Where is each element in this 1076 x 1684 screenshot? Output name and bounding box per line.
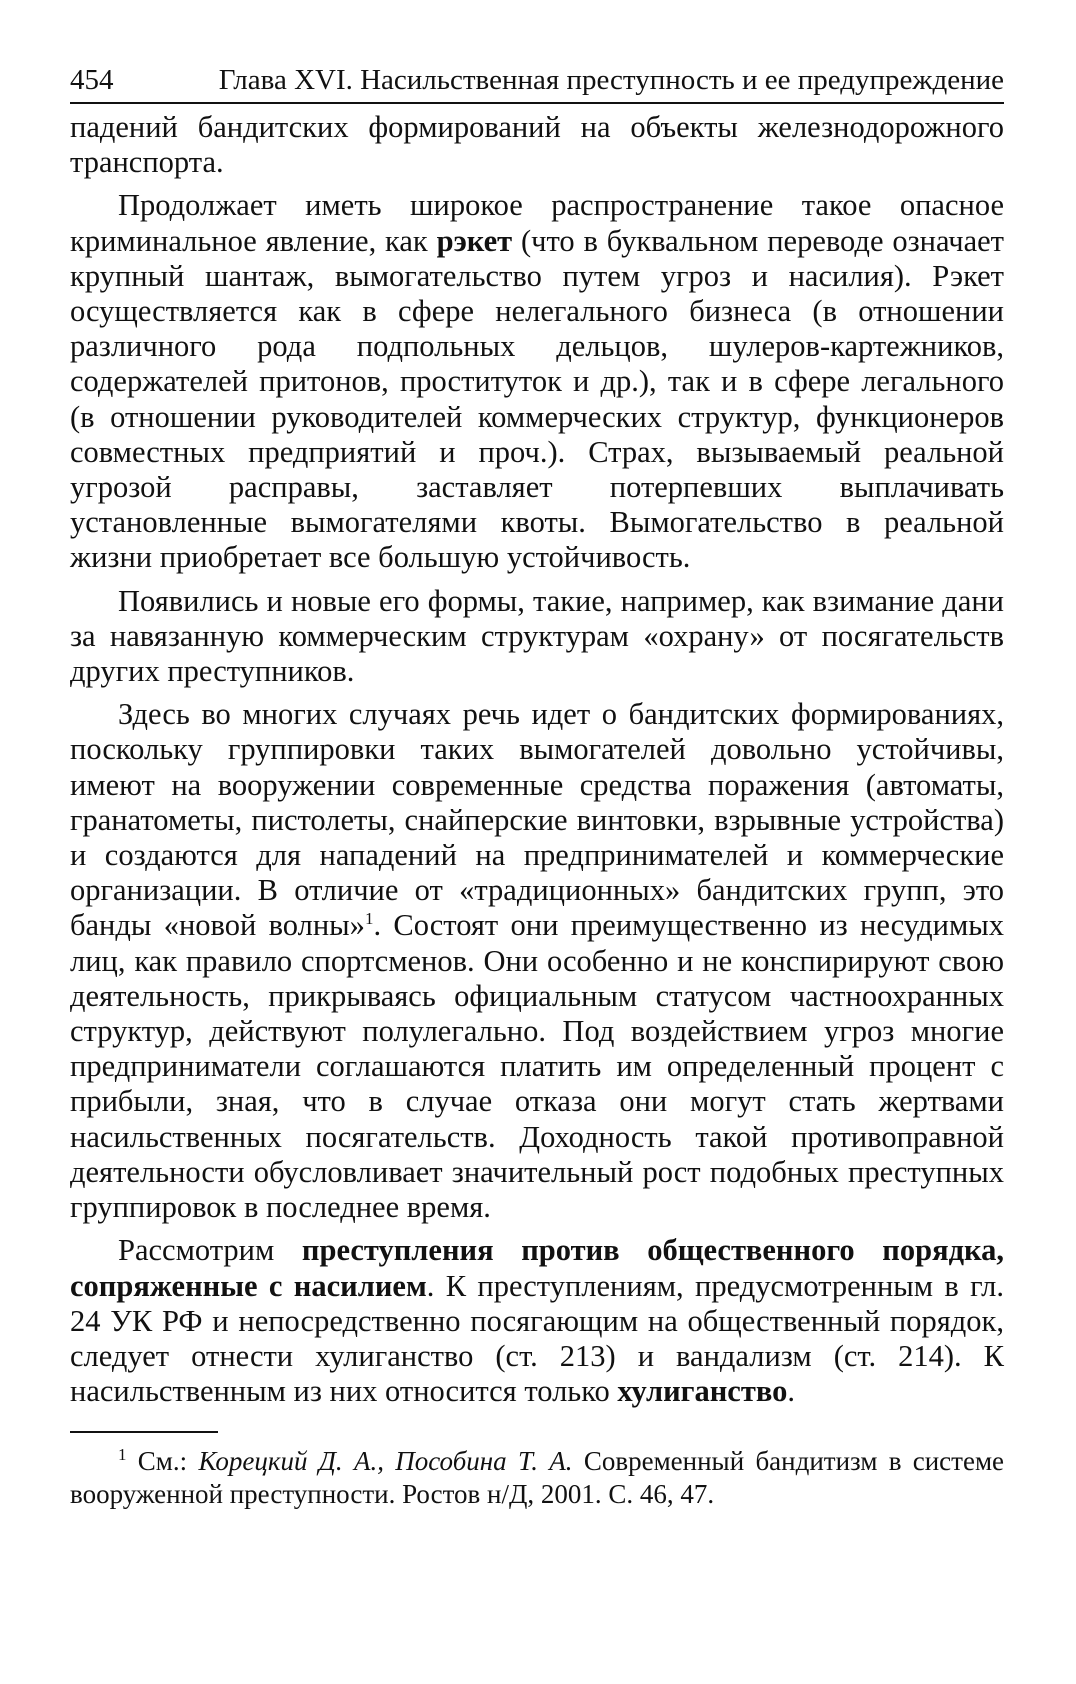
main-text xyxy=(70,110,1004,1409)
paragraph-2-text-b: (что в буквальном переводе означает крупный шантаж, вымогательство путем угроз и насилия). Рэкет осуществляется как в сфере нелегального бизнеса (в отношении различного рода подпольных дельцов, шулеров-картежников, содержателей притонов, проституток и др.), так и в сфере легального (в отношении руководителей коммерческих структур, функционеров совместных предприятий и проч.). Страх, вызываемый реальной угрозой расправы, заставляет потерпевших выплачивать установленные вымогателями квоты. Вымогательство в реальной жизни приобретает все большую устойчивость. xyxy=(70,223,1005,575)
paragraph-3-text: Появились и новые его формы, такие, например, как взимание дани за навязанную коммерческим структурам «охрану» от посягательств других преступников. xyxy=(70,583,1004,689)
footnote-citation: Современный бандитизм в системе вооруженной преступности. Ростов н/Д, 2001. С. 46, 47. xyxy=(70,1446,1005,1510)
paragraph-4 xyxy=(70,697,1004,1225)
footnote-reference: 1 xyxy=(364,909,374,929)
paragraph-2 xyxy=(70,188,1004,575)
paragraph-1-text: падений бандитских формирований на объекты железнодорожного транспорта. xyxy=(70,110,1004,180)
footnote-mark: 1 xyxy=(118,1445,127,1465)
paragraph-2-text-a: Продолжает иметь широкое распространение такое опасное криминальное явление, как xyxy=(70,188,1004,258)
paragraph-1 xyxy=(70,110,1004,180)
paragraph-3 xyxy=(70,584,1004,690)
footnote xyxy=(70,1445,1004,1511)
term-racket: рэкет xyxy=(436,223,513,258)
chapter-title: Глава XVI. Насильственная преступность и ее предупреждение xyxy=(218,64,1004,96)
footnote-lead: См.: xyxy=(126,1446,199,1477)
paragraph-5-text-c: . xyxy=(787,1374,795,1409)
term-public-order-crimes: преступления против общественного порядка, сопряженные с насилием xyxy=(70,1233,1004,1303)
footnote-divider xyxy=(70,1431,218,1433)
paragraph-5-text-a: Рассмотрим xyxy=(118,1233,302,1268)
footnote-authors: Корецкий Д. А., Пособина Т. А. xyxy=(198,1446,573,1477)
paragraph-5 xyxy=(70,1233,1004,1409)
running-header xyxy=(70,62,1004,104)
page-number: 454 xyxy=(70,64,114,96)
book-page xyxy=(70,62,1004,1511)
term-hooliganism: хулиганство xyxy=(617,1374,788,1409)
paragraph-4-text-b: . Состоят они преимущественно из несудимых лиц, как правило спортсменов. Они особенно и не конспирируют свою деятельность, прикрываясь официальным статусом частноохранных структур, действуют полулегально. Под воздействием угроз многие предприниматели соглашаются платить им определенный процент с прибыли, зная, что в случае отказа они могут стать жертвами насильственных посягательств. Доходность такой противоправной деятельности обусловливает значительный рост подобных преступных группировок в последнее время. xyxy=(70,908,1004,1225)
paragraph-4-text-a: Здесь во многих случаях речь идет о бандитских формированиях, поскольку группировки таких вымогателей довольно устойчивы, имеют на вооружении современные средства поражения (автоматы, гранатометы, пистолеты, снайперские винтовки, взрывные устройства) и создаются для нападений на предпринимателей и коммерческие организации. В отличие от «традиционных» бандитских групп, это банды «новой волны» xyxy=(70,697,1004,943)
paragraph-5-text-b: . К преступлениям, предусмотренным в гл. 24 УК РФ и непосредственно посягающим на общественный порядок, следует отнести хулиганство (ст. 213) и вандализм (ст. 214). К насильственным из них относится только xyxy=(70,1268,1004,1409)
